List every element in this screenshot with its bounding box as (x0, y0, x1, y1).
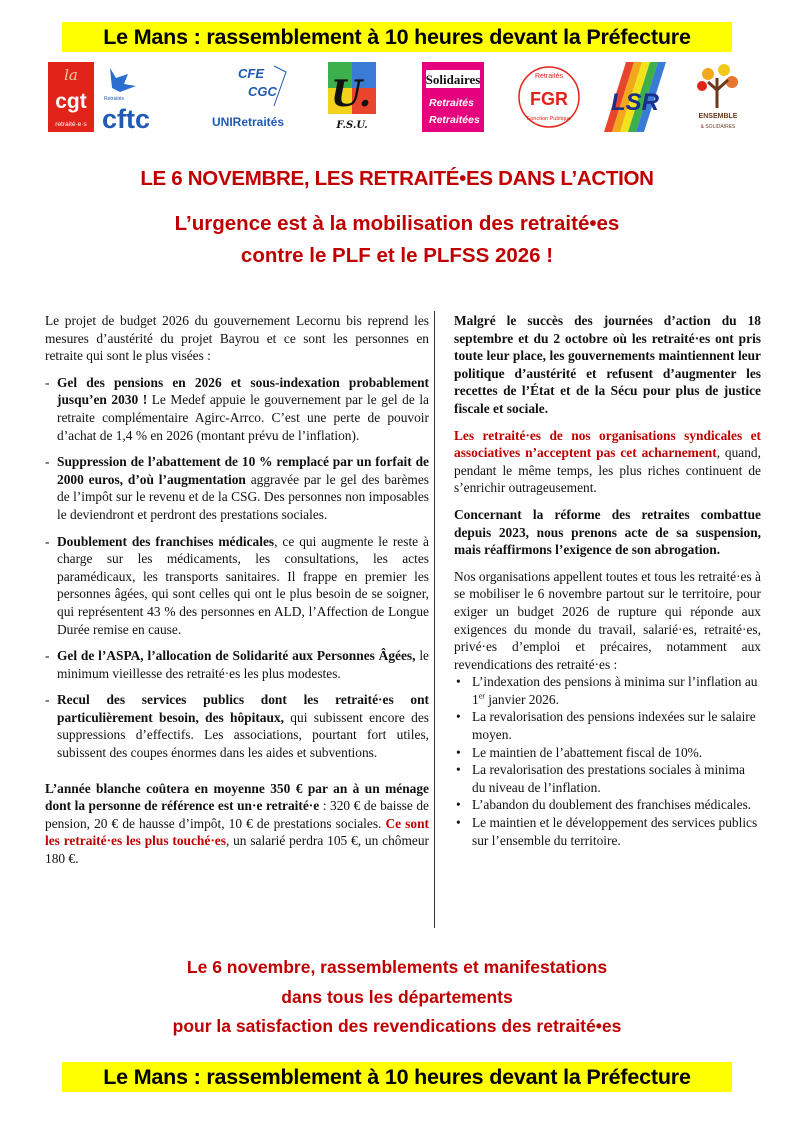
logo-lsr-name: LSR (611, 89, 659, 116)
logo-ensemble-solidaires (690, 62, 746, 132)
measure-title: Doublement des franchises médicales (57, 533, 275, 549)
bullet-dot: • (456, 674, 461, 690)
logo-fgr-bottom: Fonction Publique (526, 116, 572, 122)
logo-ensemble-sub: & SOLIDAIRES (700, 124, 736, 130)
measure-title: Recul des services publics dont les retraité·es ont particulièrement besoin, des hôpitaux, (57, 692, 429, 725)
measure-title: Suppression de l’abattement de 10 % remplacé par un forfait de 2000 euros, d’où l’augmentation (57, 454, 429, 487)
bullet-dot: • (456, 709, 461, 725)
cost-text: : 320 € de baisse de pension, 20 € de hausse d’impôt, 10 € de prestations sociales. (45, 798, 429, 831)
demand-text: La revalorisation des prestations sociales à minima du niveau de l’inflation. (472, 762, 745, 795)
tree-icon (708, 78, 728, 108)
logo-solidaires-name: Solidaires (425, 72, 481, 87)
closing-line-1: Le 6 novembre, rassemblements et manifestations (186, 957, 608, 977)
logo-fsu-u: U. (330, 73, 372, 115)
closing-line-2: dans tous les départements (281, 987, 513, 1007)
subtitle-line-2: contre le PLF et le PLFSS 2026 ! (240, 244, 554, 267)
logo-fsu (326, 62, 378, 132)
measure-text: le minimum vieillesse des retraité·es les plus modestes. (57, 648, 430, 681)
dash-bullet: - (45, 454, 50, 470)
demand-text-end: janvier 2026. (484, 691, 559, 707)
mobilisation-paragraph (454, 312, 761, 418)
logo-fsu-name: F.S.U. (336, 120, 368, 131)
demand-sup: er (478, 691, 485, 701)
demand-text: L’abandon du doublement des franchises médicales. (472, 797, 752, 813)
banner-top: Le Mans : rassemblement à 10 heures devant la Préfecture (62, 22, 732, 52)
demand-text: Le maintien et le développement des services publics sur l’ensemble du territoire. (472, 815, 758, 848)
refusal-paragraph (454, 427, 761, 497)
bullet-dot: • (456, 797, 461, 813)
column-divider (434, 311, 435, 928)
demand-item (454, 708, 761, 743)
dash-bullet: - (45, 374, 50, 390)
cost-highlight: Ce sont les retraité·es les plus touché·es (45, 815, 429, 849)
logo-ensemble-name: ENSEMBLE (698, 113, 738, 120)
cost-paragraph (45, 780, 429, 868)
logo-cgc: CGC (248, 84, 277, 99)
logo-uniretraites: UNIRetraités (212, 115, 285, 129)
logo-cftc-sub: Retraités (104, 96, 125, 102)
measure-item (45, 691, 429, 761)
reform-paragraph (454, 506, 761, 559)
logo-cgt (48, 62, 94, 132)
dash-bullet: - (45, 692, 50, 708)
logo-cftc-name: cftc (102, 104, 151, 132)
logo-cfe-cgc (208, 62, 300, 132)
logo-solidaires (422, 62, 484, 132)
logo-cgt-name: cgt (55, 90, 87, 113)
intro-paragraph: Le projet de budget 2026 du gouvernement Lecornu bis reprend les mesures d’austérité du projet Bayrou et ce sont les personnes en retraite qui sont le plus visées : (45, 313, 429, 364)
demand-item (454, 673, 761, 708)
measure-text: qui subissent encore des suppressions d’effectifs. Les associations, pourtant fort utiles, subissent des coupes énormes dans les aides et subventions. (57, 709, 429, 761)
demands-list (454, 673, 761, 849)
demand-text: L’indexation des pensions à minima sur l’inflation au 1 (472, 674, 758, 707)
right-column (454, 312, 761, 849)
measure-item (45, 453, 429, 523)
demand-item (454, 744, 761, 762)
logo-fgr-top: Retraités (534, 73, 564, 80)
demand-item (454, 761, 761, 796)
mobilisation-text: Malgré le succès des journées d’action du 18 septembre et du 2 octobre où les retraité·es ont pris toute leur place, les gouvernements maintiennent leur politique d’austérité et refusent d’augmenter les recettes de l’État et de la Sécu pour plus de justice fiscale et sociale. (454, 313, 761, 416)
logo-solidaires-sub2: Retraitées (429, 114, 480, 126)
logo-fgr-fp (516, 62, 582, 132)
call-paragraph: Nos organisations appellent toutes et tous les retraité·es à se mobiliser le 6 novembre partout sur le territoire, pour exiger un budget 2026 de rupture qui réponde aux exigences du monde du travail, salarié·es, retraité·es, privé·es d’emploi et précaires, notamment aux revendications des retraité·es : (454, 568, 761, 672)
bullet-dot: • (456, 744, 461, 760)
measure-text: , ce qui augmente le reste à charge sur les médicaments, les consultations, les actes paramédicaux, les transports sanitaires. Il frappe en premier les personnes âgées, qui sont celles qui ont le plus besoin de se soigner, qui représentent 43 % des personnes en ALD, l’Affection de Longue Durée remise en cause. (57, 533, 429, 637)
page-title: LE 6 NOVEMBRE, LES RETRAITÉ•ES DANS L’ACTION (140, 167, 654, 190)
dash-bullet: - (45, 648, 50, 664)
demand-item (454, 796, 761, 814)
demand-item (454, 814, 761, 849)
dove-icon (110, 68, 136, 92)
cost-bold: L’année blanche coûtera en moyenne 350 € par an à un ménage dont la personne de référence est un·e retraité·e (45, 780, 429, 814)
left-column (45, 312, 429, 877)
logo-fgr-name: FGR (530, 89, 568, 109)
closing-line-3: pour la satisfaction des revendications des retraité•es (172, 1016, 622, 1036)
logo-cgt-la: la (64, 66, 78, 84)
cost-end: , un salarié perdra 105 €, un chômeur 180 €. (45, 833, 429, 867)
refusal-highlight: Les retraité·es de nos organisations syndicales et associatives n’acceptent pas cet acharnement (454, 427, 761, 461)
logo-cfe: CFE (238, 66, 264, 81)
measure-title: Gel de l’ASPA, l’allocation de Solidarité aux Personnes Âgées, (57, 648, 416, 664)
bullet-dot: • (456, 815, 461, 831)
measure-item (45, 374, 429, 444)
logo-lsr (604, 62, 666, 132)
logo-strip (44, 62, 756, 134)
reform-text: Concernant la réforme des retraites combattue depuis 2023, nous prenons acte de sa suspension, mais réaffirmons l’exigence de son abrogation. (454, 506, 761, 558)
measure-item (45, 533, 429, 639)
demand-text: La revalorisation des pensions indexées sur le salaire moyen. (472, 709, 756, 743)
logo-cftc (102, 62, 172, 132)
logo-solidaires-sub1: Retraités (429, 97, 474, 109)
refusal-text: , quand, pendant le même temps, les plus riches continuent de s’enrichir outrageusement. (454, 445, 761, 496)
banner-bottom: Le Mans : rassemblement à 10 heures devant la Préfecture (62, 1062, 732, 1092)
measure-text: Le Medef appuie le gouvernement par le gel de la retraite complémentaire Agirc-Arrco. C’est une perte de pouvoir d’achat de 1,4 % en 2026 (montant prévu de l’inflation). (57, 392, 429, 443)
subtitle-line-1: L’urgence est à la mobilisation des retraité•es (174, 212, 620, 235)
logo-cgt-sub: retraité·e·s (55, 121, 87, 128)
demand-text: Le maintien de l’abattement fiscal de 10%. (472, 744, 703, 760)
bullet-dot: • (456, 762, 461, 778)
dash-bullet: - (45, 533, 50, 549)
measure-item (45, 647, 429, 682)
measure-text: aggravée par le gel des barèmes de l’impôt sur le revenu et de la CSG. Des personnes non imposables le deviendront et perdront des prestations sociales. (57, 471, 429, 522)
measure-title: Gel des pensions en 2026 et sous-indexation probablement jusqu’en 2030 ! (57, 374, 429, 408)
